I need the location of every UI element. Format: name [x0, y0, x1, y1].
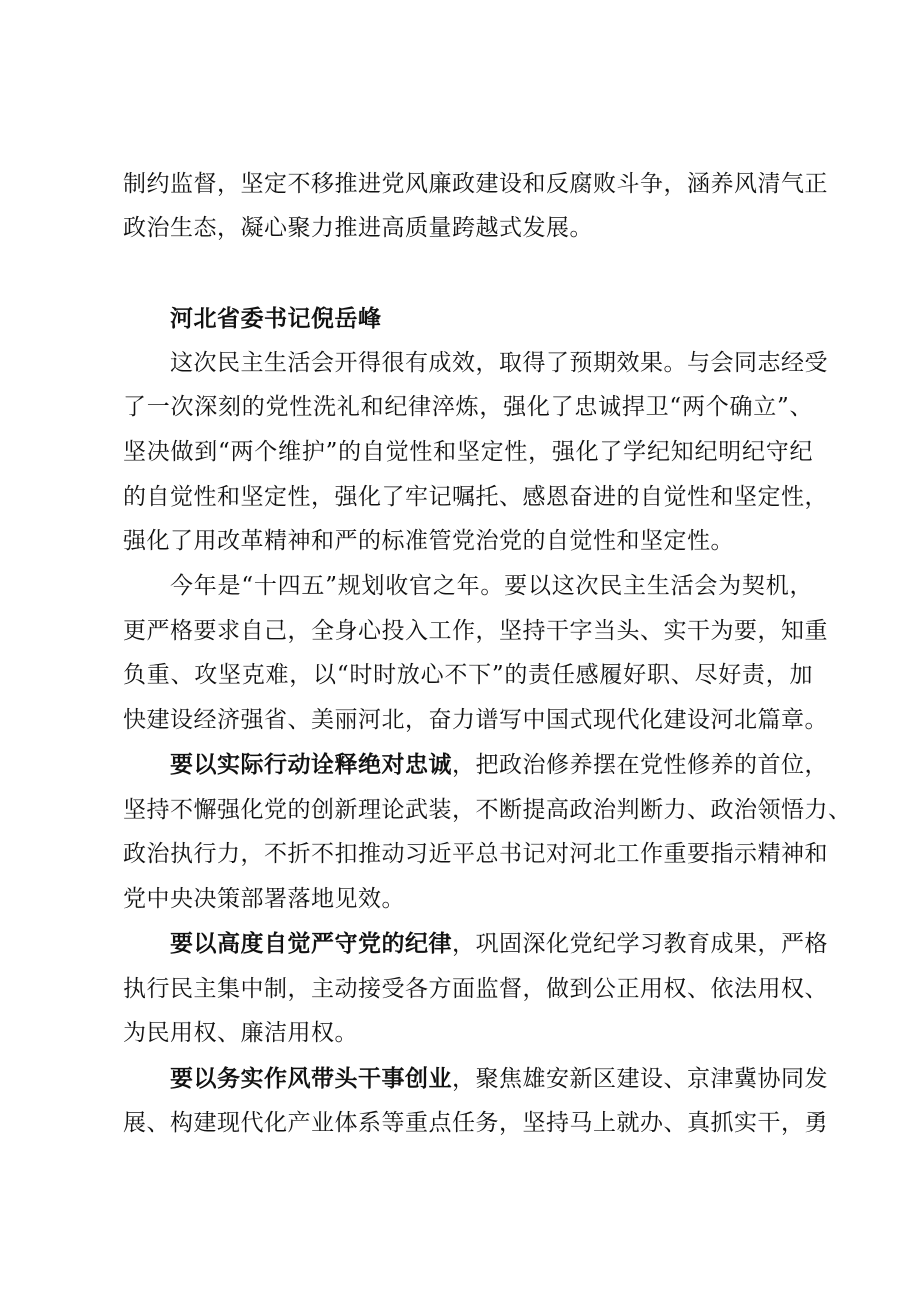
- text-line: 展、构建现代化产业体系等重点任务，坚持马上就办、真抓实干，勇: [123, 1110, 828, 1136]
- text-line: 的自觉性和坚定性，强化了牢记嘱托、感恩奋进的自觉性和坚定性，: [123, 484, 828, 510]
- text-line: 制约监督，坚定不移推进党风廉政建设和反腐败斗争，涵养风清气正: [123, 171, 828, 197]
- bold-lead: 要以务实作风带头干事创业: [170, 1065, 452, 1092]
- text-line: 今年是“十四五”规划收官之年。要以这次民主生活会为契机，: [170, 573, 813, 599]
- text-line: 了一次深刻的党性洗礼和纪律淬炼，强化了忠诚捍卫“两个确立”、: [123, 394, 813, 420]
- bold-lead: 要以高度自觉严守党的纪律: [170, 930, 452, 957]
- section-heading: 河北省委书记倪岳峰: [170, 305, 382, 332]
- text-line: 坚决做到“两个维护”的自觉性和坚定性，强化了学纪知纪明纪守纪: [123, 439, 813, 465]
- text-run: ，巩固深化党纪学习教育成果，严格: [452, 931, 828, 957]
- text-line: 强化了用改革精神和严的标准管党治党的自觉性和坚定性。: [123, 528, 734, 554]
- text-line: 快建设经济强省、美丽河北，奋力谱写中国式现代化建设河北篇章。: [123, 707, 828, 733]
- text-line: 更严格要求自己，全身心投入工作，坚持干字当头、实干为要，知重: [123, 618, 828, 644]
- text-line: 执行民主集中制，主动接受各方面监督，做到公正用权、依法用权、: [123, 976, 828, 1002]
- text-line: 党中央决策部署落地见效。: [123, 886, 405, 912]
- text-line: 政治执行力，不折不扣推动习近平总书记对河北工作重要指示精神和: [123, 841, 828, 867]
- text-line: 政治生态，凝心聚力推进高质量跨越式发展。: [123, 215, 593, 241]
- text-line: [170, 927, 828, 961]
- text-run: ，把政治修养摆在党性修养的首位，: [452, 752, 828, 778]
- text-line: 为民用权、廉洁用权。: [123, 1020, 358, 1046]
- text-line: 负重、攻坚克难，以“时时放心不下”的责任感履好职、尽好责，加: [123, 662, 813, 688]
- text-line: [170, 1062, 828, 1096]
- bold-lead: 要以实际行动诠释绝对忠诚: [170, 751, 452, 778]
- text-run: ，聚焦雄安新区建设、京津冀协同发: [452, 1066, 828, 1092]
- text-line: [170, 748, 828, 782]
- text-line: 这次民主生活会开得很有成效，取得了预期效果。与会同志经受: [170, 350, 828, 376]
- text-line: 坚持不懈强化党的创新理论武装，不断提高政治判断力、政治领悟力、: [123, 797, 852, 823]
